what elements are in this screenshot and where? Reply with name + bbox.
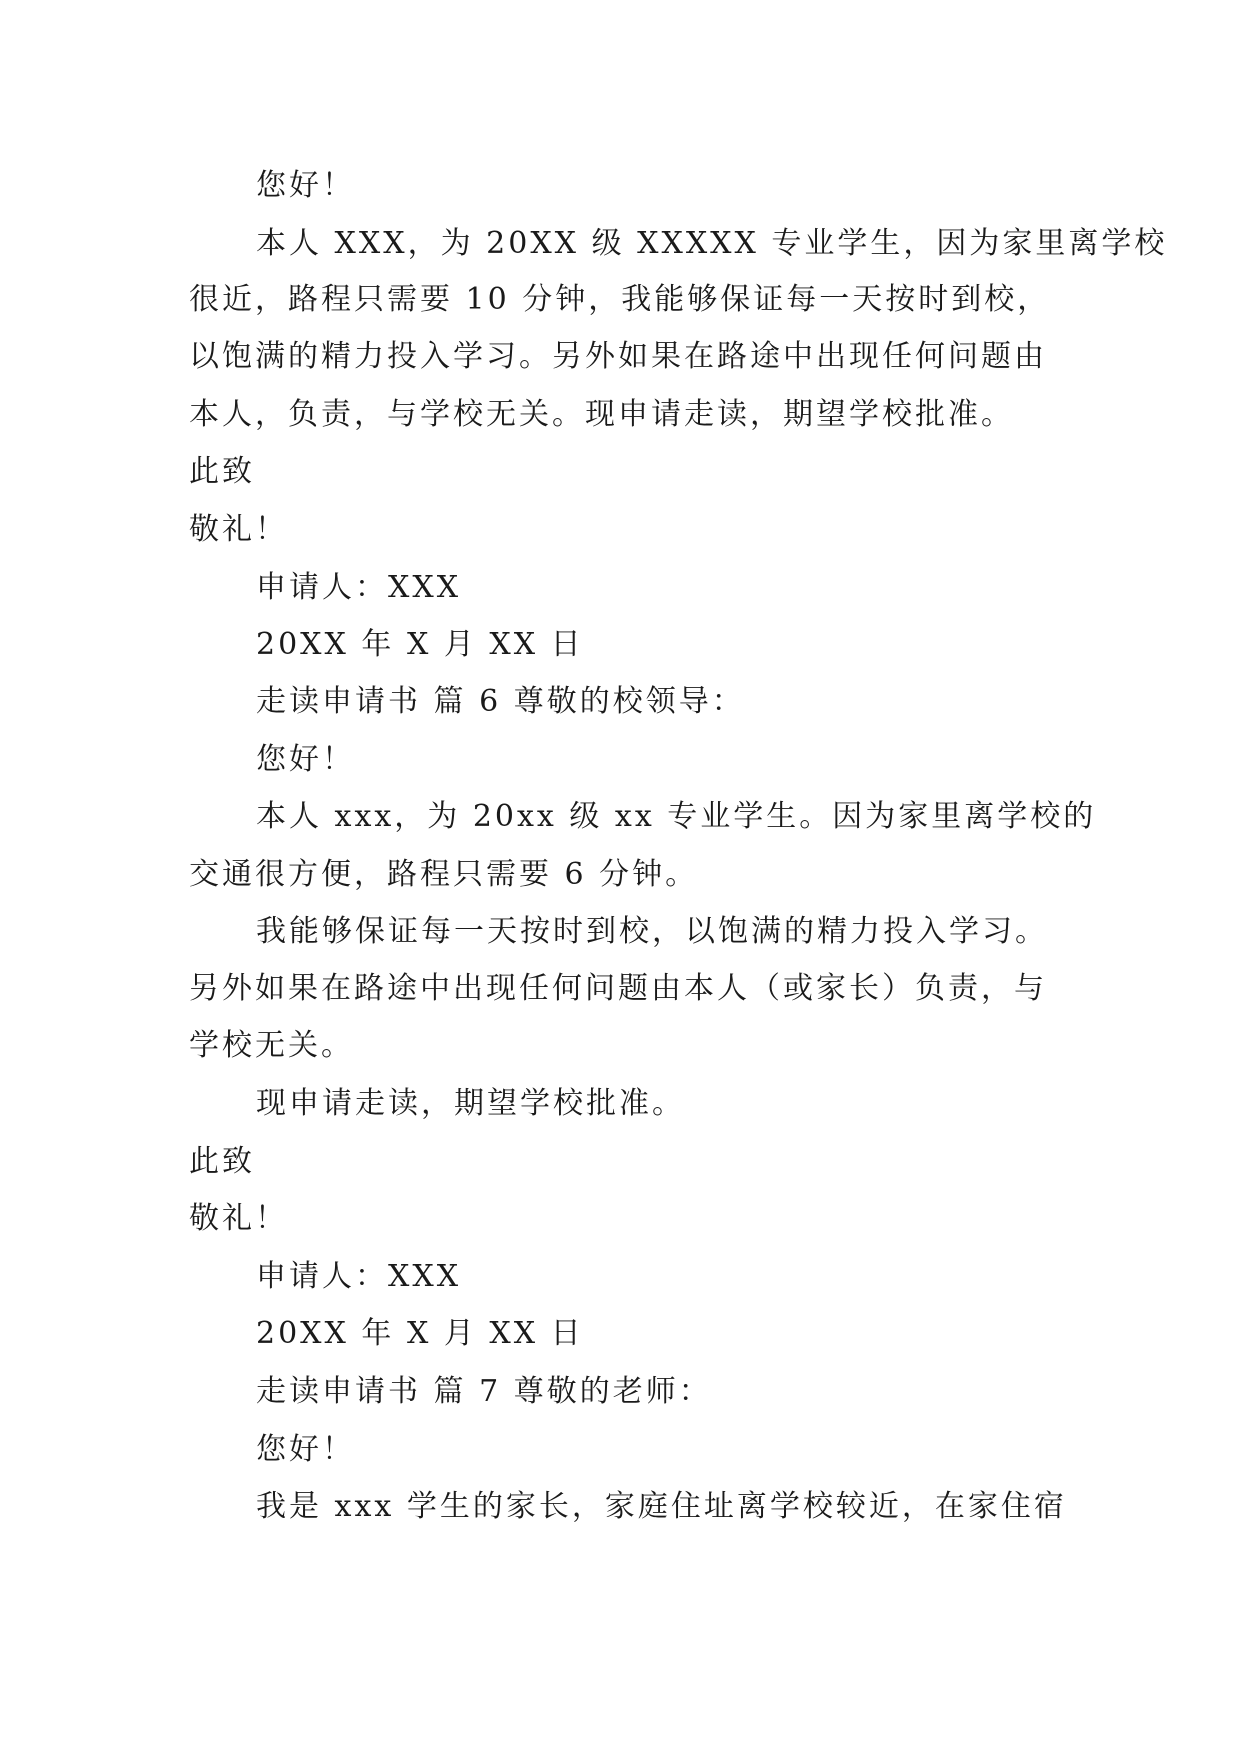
salutation-line: 敬礼！ bbox=[189, 1201, 288, 1236]
greeting-line: 您好！ bbox=[256, 742, 355, 777]
body-line: 学校无关。 bbox=[189, 1028, 354, 1063]
closing-line: 此致 bbox=[189, 1144, 255, 1179]
date-line: 20XX 年 X 月 XX 日 bbox=[256, 627, 584, 662]
body-line: 本人 XXX，为 20XX 级 XXXXX 专业学生，因为家里离学校 bbox=[256, 226, 1168, 261]
body-line: 我是 xxx 学生的家长，家庭住址离学校较近，在家住宿 bbox=[256, 1489, 1067, 1524]
salutation-line: 敬礼！ bbox=[189, 512, 288, 547]
body-line: 现申请走读，期望学校批准。 bbox=[256, 1086, 685, 1121]
section-heading-line: 走读申请书 篇 7 尊敬的老师： bbox=[256, 1374, 712, 1409]
date-line: 20XX 年 X 月 XX 日 bbox=[256, 1316, 584, 1351]
section-heading-line: 走读申请书 篇 6 尊敬的校领导： bbox=[256, 684, 745, 719]
body-line: 本人 xxx，为 20xx 级 xx 专业学生。因为家里离学校的 bbox=[256, 799, 1097, 834]
greeting-line: 您好！ bbox=[256, 168, 355, 203]
applicant-line: 申请人：XXX bbox=[256, 1259, 462, 1294]
greeting-line: 您好！ bbox=[256, 1432, 355, 1467]
closing-line: 此致 bbox=[189, 454, 255, 489]
body-line: 另外如果在路途中出现任何问题由本人（或家长）负责，与 bbox=[189, 971, 1047, 1006]
body-line: 以饱满的精力投入学习。另外如果在路途中出现任何问题由 bbox=[189, 339, 1047, 374]
body-line: 本人，负责，与学校无关。现申请走读，期望学校批准。 bbox=[189, 397, 1014, 432]
body-line: 交通很方便，路程只需要 6 分钟。 bbox=[189, 857, 699, 892]
applicant-line: 申请人：XXX bbox=[256, 570, 462, 605]
body-line: 很近，路程只需要 10 分钟，我能够保证每一天按时到校， bbox=[189, 282, 1051, 317]
body-line: 我能够保证每一天按时到校，以饱满的精力投入学习。 bbox=[256, 914, 1048, 949]
